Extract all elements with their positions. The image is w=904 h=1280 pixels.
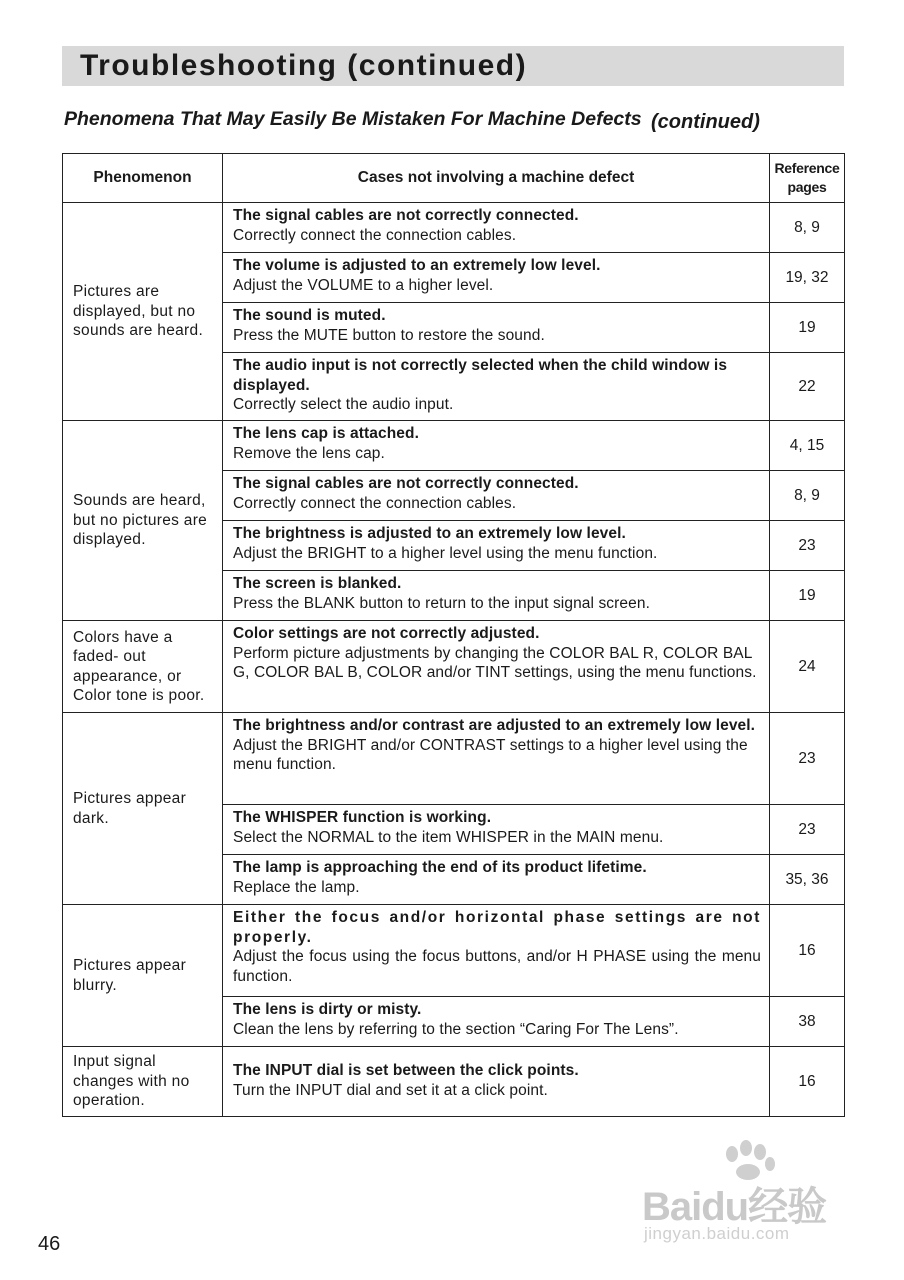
- baidu-watermark: [630, 1140, 860, 1250]
- phenomenon-cell: Pictures appear dark.: [63, 713, 223, 905]
- case-remedy: Adjust the BRIGHT and/or CONTRAST settings to a higher level using the menu function.: [233, 736, 748, 773]
- case-cell: [223, 571, 770, 621]
- table-row: [63, 421, 845, 471]
- header-reference-pages: Reference pages: [770, 154, 845, 203]
- case-cell: [223, 997, 770, 1047]
- case-cell: [223, 855, 770, 905]
- section-subtitle: [64, 108, 864, 131]
- case-remedy: Replace the lamp.: [233, 878, 360, 896]
- reference-pages-cell: 38: [770, 997, 845, 1047]
- case-cell: [223, 1047, 770, 1117]
- case-remedy: Adjust the BRIGHT to a higher level using the menu function.: [233, 544, 658, 562]
- reference-pages-cell: 22: [770, 353, 845, 421]
- case-cell: [223, 471, 770, 521]
- page-title: Troubleshooting (continued): [80, 49, 528, 82]
- case-remedy: Correctly select the audio input.: [233, 396, 454, 413]
- reference-pages-cell: 16: [770, 1047, 845, 1117]
- reference-pages-cell: 16: [770, 905, 845, 997]
- table-row: [63, 621, 845, 713]
- case-title: The volume is adjusted to an extremely low level.: [233, 257, 601, 274]
- title-bar: [62, 46, 844, 86]
- table-row: [63, 203, 845, 253]
- paw-icon: [718, 1140, 778, 1180]
- table-header-row: [63, 154, 845, 203]
- troubleshooting-table: [62, 153, 845, 1117]
- reference-pages-cell: 8, 9: [770, 203, 845, 253]
- case-cell: [223, 805, 770, 855]
- case-title: The signal cables are not correctly connected.: [233, 475, 579, 492]
- case-cell: [223, 303, 770, 353]
- case-cell: [223, 353, 770, 421]
- reference-pages-cell: 23: [770, 805, 845, 855]
- table-row: [63, 713, 845, 805]
- phenomenon-cell: Input signal changes with no operation.: [63, 1047, 223, 1117]
- case-remedy: Perform picture adjustments by changing the COLOR BAL R, COLOR BAL G, COLOR BAL B, COLOR and/or TINT settings, using the menu functions.: [233, 644, 757, 681]
- case-cell: [223, 421, 770, 471]
- case-title: The signal cables are not correctly connected.: [233, 207, 579, 224]
- case-cell: [223, 203, 770, 253]
- reference-pages-cell: 23: [770, 713, 845, 805]
- case-title: Color settings are not correctly adjusted.: [233, 625, 540, 642]
- reference-pages-cell: 19, 32: [770, 253, 845, 303]
- reference-pages-cell: 8, 9: [770, 471, 845, 521]
- reference-pages-cell: 4, 15: [770, 421, 845, 471]
- table-row: [63, 905, 845, 997]
- subtitle-text: Phenomena That May Easily Be Mistaken For Machine Defects: [64, 108, 642, 130]
- phenomenon-cell: Pictures appear blurry.: [63, 905, 223, 1047]
- case-remedy: Press the MUTE button to restore the sound.: [233, 326, 545, 344]
- case-cell: [223, 521, 770, 571]
- reference-pages-cell: 35, 36: [770, 855, 845, 905]
- case-remedy: Remove the lens cap.: [233, 444, 385, 462]
- case-title: The sound is muted.: [233, 307, 386, 324]
- header-cases: Cases not involving a machine defect: [223, 154, 770, 203]
- case-remedy: Clean the lens by referring to the section “Caring For The Lens”.: [233, 1020, 679, 1038]
- case-remedy: Adjust the focus using the focus buttons, and/or H PHASE using the menu function.: [233, 948, 761, 985]
- case-cell: [223, 253, 770, 303]
- case-title: The brightness is adjusted to an extremely low level.: [233, 525, 626, 542]
- case-title: The audio input is not correctly selected when the child window is displayed.: [233, 357, 728, 394]
- page-number: 46: [38, 1233, 61, 1255]
- case-remedy: Correctly connect the connection cables.: [233, 226, 517, 244]
- case-title: The INPUT dial is set between the click points.: [233, 1062, 579, 1079]
- phenomenon-cell: Pictures are displayed, but no sounds are heard.: [63, 203, 223, 421]
- reference-pages-cell: 23: [770, 521, 845, 571]
- watermark-logo: Baidu经验: [642, 1185, 827, 1229]
- reference-pages-cell: 19: [770, 571, 845, 621]
- case-title: Either the focus and/or horizontal phase settings are not properly.: [233, 909, 761, 946]
- table-row: [63, 1047, 845, 1117]
- case-title: The lens cap is attached.: [233, 425, 419, 442]
- phenomenon-cell: Sounds are heard, but no pictures are displayed.: [63, 421, 223, 621]
- case-remedy: Turn the INPUT dial and set it at a click point.: [233, 1081, 548, 1099]
- case-cell: [223, 713, 770, 805]
- case-title: The WHISPER function is working.: [233, 809, 492, 826]
- subtitle-suffix: (continued): [651, 111, 760, 133]
- reference-pages-cell: 19: [770, 303, 845, 353]
- case-title: The screen is blanked.: [233, 575, 402, 592]
- case-cell: [223, 905, 770, 997]
- reference-pages-cell: 24: [770, 621, 845, 713]
- case-title: The lens is dirty or misty.: [233, 1001, 422, 1018]
- header-phenomenon: Phenomenon: [63, 154, 223, 203]
- case-title: The brightness and/or contrast are adjusted to an extremely low level.: [233, 717, 756, 734]
- case-remedy: Press the BLANK button to return to the input signal screen.: [233, 594, 650, 612]
- watermark-url: jingyan.baidu.com: [644, 1224, 790, 1243]
- case-title: The lamp is approaching the end of its product lifetime.: [233, 859, 647, 876]
- case-cell: [223, 621, 770, 713]
- case-remedy: Adjust the VOLUME to a higher level.: [233, 276, 494, 294]
- case-remedy: Correctly connect the connection cables.: [233, 494, 517, 512]
- phenomenon-cell: Colors have a faded- out appearance, or Color tone is poor.: [63, 621, 223, 713]
- case-remedy: Select the NORMAL to the item WHISPER in the MAIN menu.: [233, 828, 664, 846]
